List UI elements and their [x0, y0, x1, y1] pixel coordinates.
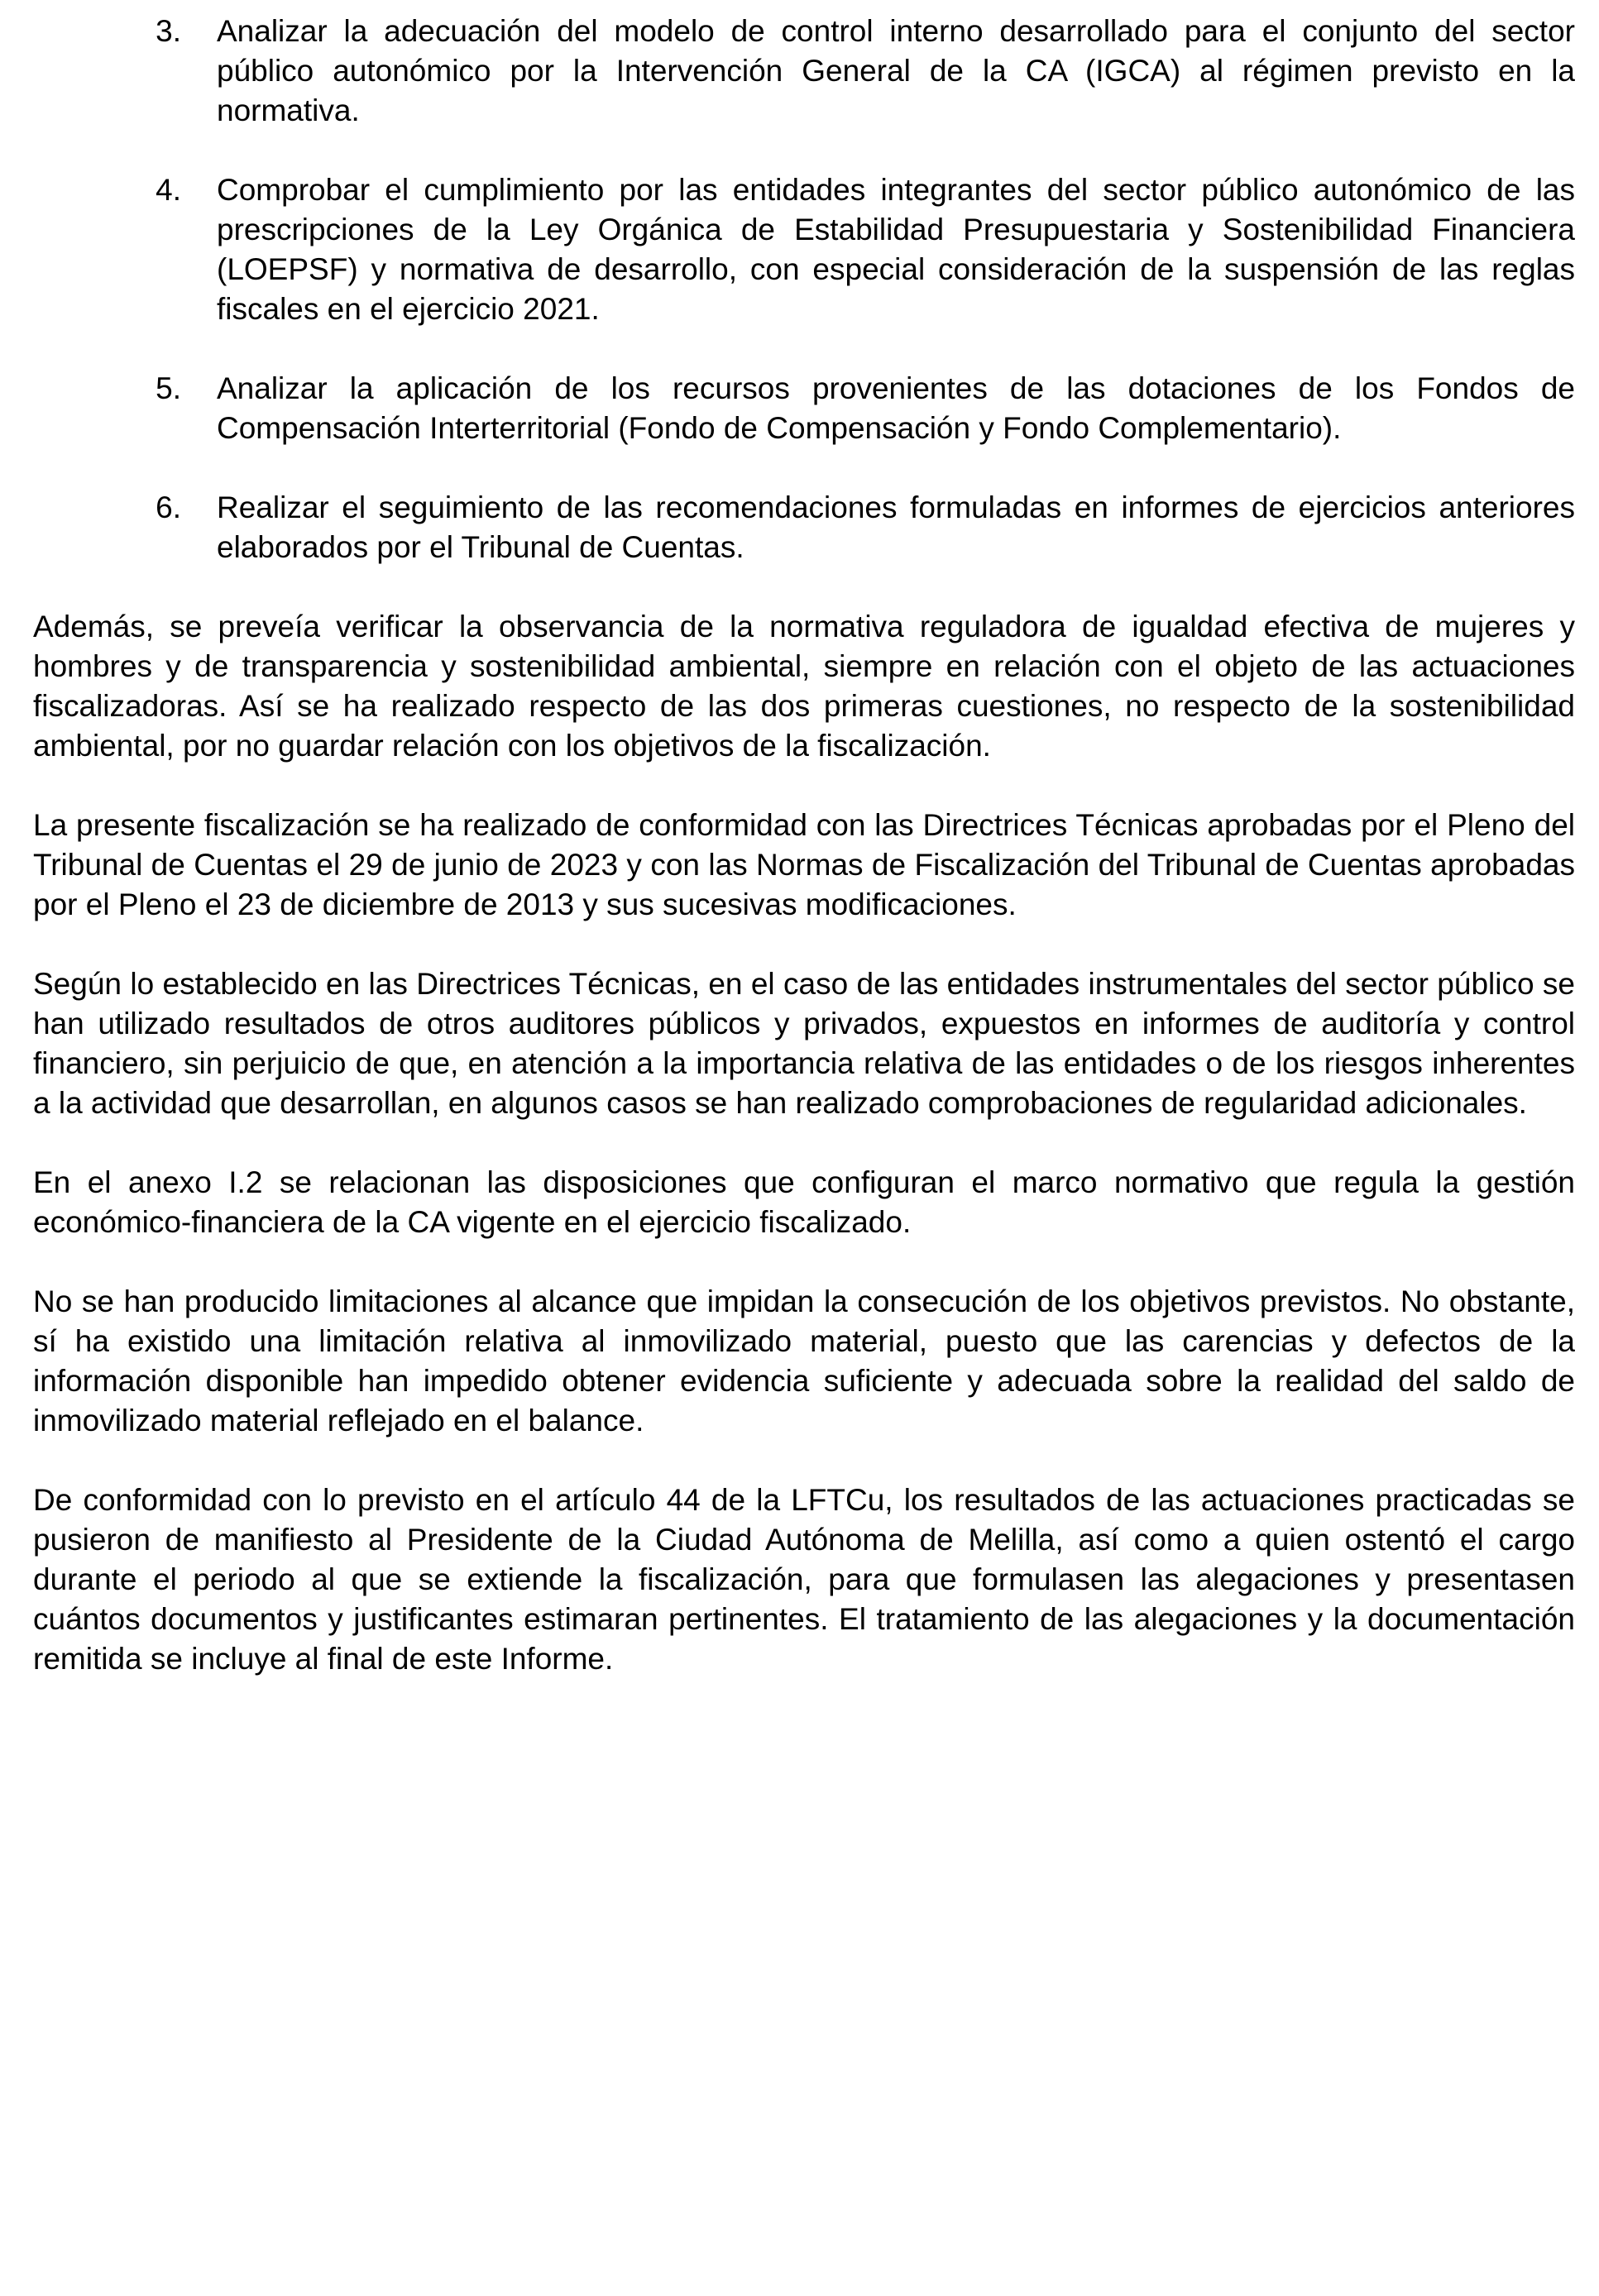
document-page — [33, 12, 1575, 1719]
list-item-number: 3. — [156, 14, 181, 48]
list-item-text: Analizar la aplicación de los recursos provenientes de las dotaciones de los Fondos de Compensación Interterritorial (Fondo de Compensación y Fondo Complementario). — [217, 371, 1575, 445]
list-item-text: Analizar la adecuación del modelo de control interno desarrollado para el conjunto del sector público autonómico por la Intervención General de la CA (IGCA) al régimen previsto en la normativa. — [217, 14, 1575, 127]
paragraph-scope-limitations: No se han producido limitaciones al alcance que impidan la consecución de los objetivos previstos. No obstante, sí ha existido una limitación relativa al inmovilizado material, puesto que las carencias y defectos de la información disponible han impedido obtener evidencia suficiente y adecuada sobre la realidad del saldo de inmovilizado material reflejado en el balance. — [33, 1284, 1575, 1437]
paragraph-allegations: De conformidad con lo previsto en el artículo 44 de la LFTCu, los resultados de las actuaciones practicadas se pusieron de manifiesto al Presidente de la Ciudad Autónoma de Melilla, así como a quien ostentó el cargo durante el periodo al que se extiende la fiscalización, para que formulasen las alegaciones y presentasen cuántos documentos y justificantes estimaran pertinentes. El tratamiento de las alegaciones y la documentación remitida se incluye al final de este Informe. — [33, 1483, 1575, 1676]
paragraph-equality-transparency: Además, se preveía verificar la observancia de la normativa reguladora de igualdad efectiva de mujeres y hombres y de transparencia y sostenibilidad ambiental, siempre en relación con el objeto de las actuaciones fiscalizadoras. Así se ha realizado respecto de las dos primeras cuestiones, no respecto de la sostenibilidad ambiental, por no guardar relación con los objetivos de la fiscalización. — [33, 610, 1575, 763]
paragraph-annex-reference: En el anexo I.2 se relacionan las disposiciones que configuran el marco normativo que regula la gestión económico-financiera de la CA vigente en el ejercicio fiscalizado. — [33, 1165, 1575, 1239]
list-item-number: 4. — [156, 173, 181, 207]
list-item — [33, 369, 1575, 448]
list-item-text: Comprobar el cumplimiento por las entidades integrantes del sector público autonómico de las prescripciones de la Ley Orgánica de Estabilidad Presupuestaria y Sostenibilidad Financiera (LOEPSF) y normativa de desarrollo, con especial consideración de la suspensión de las reglas fiscales en el ejercicio 2021. — [217, 173, 1575, 326]
list-item-number: 5. — [156, 371, 181, 405]
list-item — [33, 488, 1575, 567]
objectives-list — [33, 12, 1575, 567]
list-item — [33, 170, 1575, 329]
list-item-number: 6. — [156, 490, 181, 524]
paragraph-technical-guidelines: La presente fiscalización se ha realizado de conformidad con las Directrices Técnicas aprobadas por el Pleno del Tribunal de Cuentas el 29 de junio de 2023 y con las Normas de Fiscalización del Tribunal de Cuentas aprobadas por el Pleno el 23 de diciembre de 2013 y sus sucesivas modificaciones. — [33, 808, 1575, 921]
list-item-text: Realizar el seguimiento de las recomendaciones formuladas en informes de ejercicios anteriores elaborados por el Tribunal de Cuentas. — [217, 490, 1575, 564]
list-item — [33, 12, 1575, 131]
paragraph-other-auditors: Según lo establecido en las Directrices Técnicas, en el caso de las entidades instrumentales del sector público se han utilizado resultados de otros auditores públicos y privados, expuestos en informes de auditoría y control financiero, sin perjuicio de que, en atención a la importancia relativa de las entidades o de los riesgos inherentes a la actividad que desarrollan, en algunos casos se han realizado comprobaciones de regularidad adicionales. — [33, 967, 1575, 1120]
